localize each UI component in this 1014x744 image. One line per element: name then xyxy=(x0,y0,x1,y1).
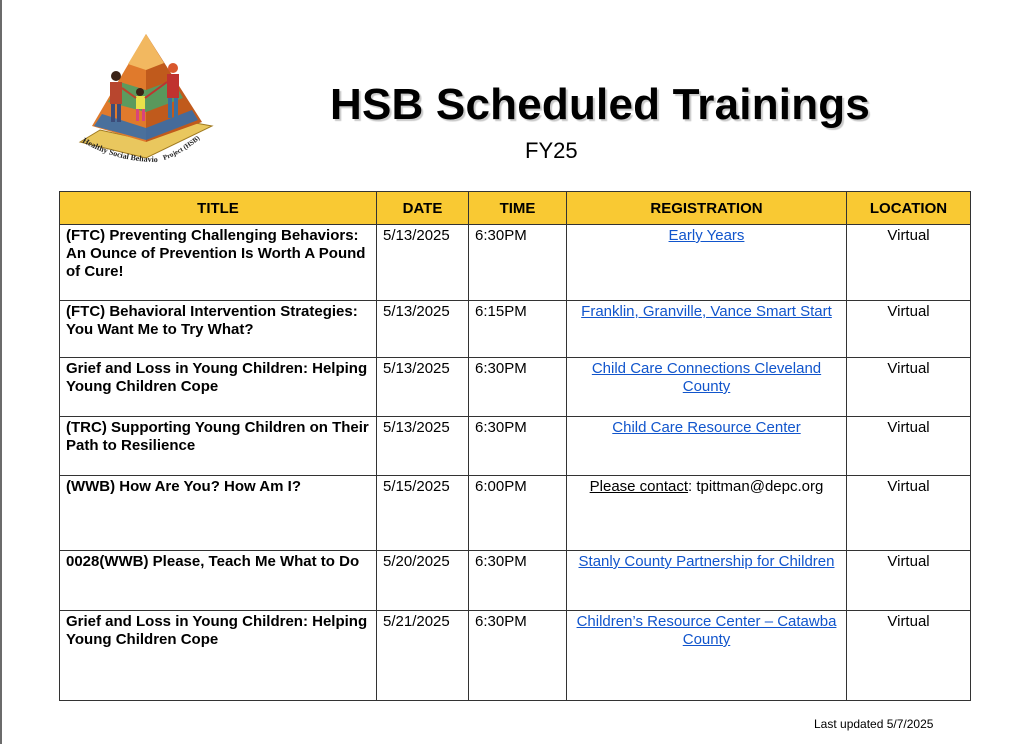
svg-text:Project (HSB): Project (HSB) xyxy=(161,134,202,162)
table-row xyxy=(60,551,971,611)
registration-link[interactable]: Stanly County Partnership for Children xyxy=(578,553,835,570)
training-title: (FTC) Behavioral Intervention Strategies: You Want Me to Try What? xyxy=(60,301,377,358)
training-time: 6:30PM xyxy=(469,225,567,301)
training-location: Virtual xyxy=(847,301,971,358)
training-title: Grief and Loss in Young Children: Helping Young Children Cope xyxy=(60,358,377,417)
training-title: 0028(WWB) Please, Teach Me What to Do xyxy=(60,551,377,611)
registration-cell xyxy=(567,551,847,611)
training-date: 5/21/2025 xyxy=(377,611,469,701)
registration-cell xyxy=(567,358,847,417)
training-date: 5/13/2025 xyxy=(377,225,469,301)
training-location: Virtual xyxy=(847,476,971,551)
registration-link[interactable]: Early Years xyxy=(668,227,745,244)
training-time: 6:30PM xyxy=(469,611,567,701)
table-row xyxy=(60,301,971,358)
training-title: (FTC) Preventing Challenging Behaviors: An Ounce of Prevention Is Worth A Pound of Cure! xyxy=(60,225,377,301)
registration-link[interactable]: Child Care Connections Cleveland County xyxy=(591,360,822,395)
registration-link[interactable]: Children’s Resource Center – Catawba County xyxy=(576,613,837,648)
table-row xyxy=(60,358,971,417)
column-header-location: LOCATION xyxy=(847,192,971,225)
page-left-border xyxy=(0,0,2,744)
table-row xyxy=(60,417,971,476)
last-updated-note: Last updated 5/7/2025 xyxy=(814,717,934,731)
training-time: 6:30PM xyxy=(469,551,567,611)
svg-text:Healthy Social Behaviors: Healthy Social Behavio xyxy=(81,135,158,165)
training-time: 6:30PM xyxy=(469,417,567,476)
registration-link[interactable]: Child Care Resource Center xyxy=(612,419,801,436)
contact-label: Please contact xyxy=(589,478,689,495)
training-date: 5/20/2025 xyxy=(377,551,469,611)
table-row xyxy=(60,611,971,701)
training-location: Virtual xyxy=(847,611,971,701)
column-header-time: TIME xyxy=(469,192,567,225)
table-header-row xyxy=(60,192,971,225)
training-location: Virtual xyxy=(847,358,971,417)
contact-email: : tpittman@depc.org xyxy=(688,478,824,495)
table-row xyxy=(60,225,971,301)
training-title: Grief and Loss in Young Children: Helping Young Children Cope xyxy=(60,611,377,701)
column-header-date: DATE xyxy=(377,192,469,225)
table-row xyxy=(60,476,971,551)
training-location: Virtual xyxy=(847,551,971,611)
training-time: 6:00PM xyxy=(469,476,567,551)
registration-cell xyxy=(567,417,847,476)
training-date: 5/13/2025 xyxy=(377,301,469,358)
training-date: 5/15/2025 xyxy=(377,476,469,551)
registration-cell xyxy=(567,225,847,301)
registration-cell xyxy=(567,301,847,358)
registration-cell xyxy=(567,476,847,551)
training-date: 5/13/2025 xyxy=(377,358,469,417)
page-subtitle: FY25 xyxy=(525,138,578,163)
training-location: Virtual xyxy=(847,225,971,301)
training-date: 5/13/2025 xyxy=(377,417,469,476)
training-schedule-table xyxy=(59,191,971,701)
column-header-title: TITLE xyxy=(60,192,377,225)
training-time: 6:15PM xyxy=(469,301,567,358)
training-time: 6:30PM xyxy=(469,358,567,417)
page-title: HSB Scheduled Trainings xyxy=(330,80,871,129)
healthy-social-behaviors-logo xyxy=(72,30,220,178)
training-title: (WWB) How Are You? How Am I? xyxy=(60,476,377,551)
registration-link[interactable]: Franklin, Granville, Vance Smart Start xyxy=(581,303,832,320)
column-header-registration: REGISTRATION xyxy=(567,192,847,225)
registration-cell xyxy=(567,611,847,701)
training-title: (TRC) Supporting Young Children on Their Path to Resilience xyxy=(60,417,377,476)
training-location: Virtual xyxy=(847,417,971,476)
